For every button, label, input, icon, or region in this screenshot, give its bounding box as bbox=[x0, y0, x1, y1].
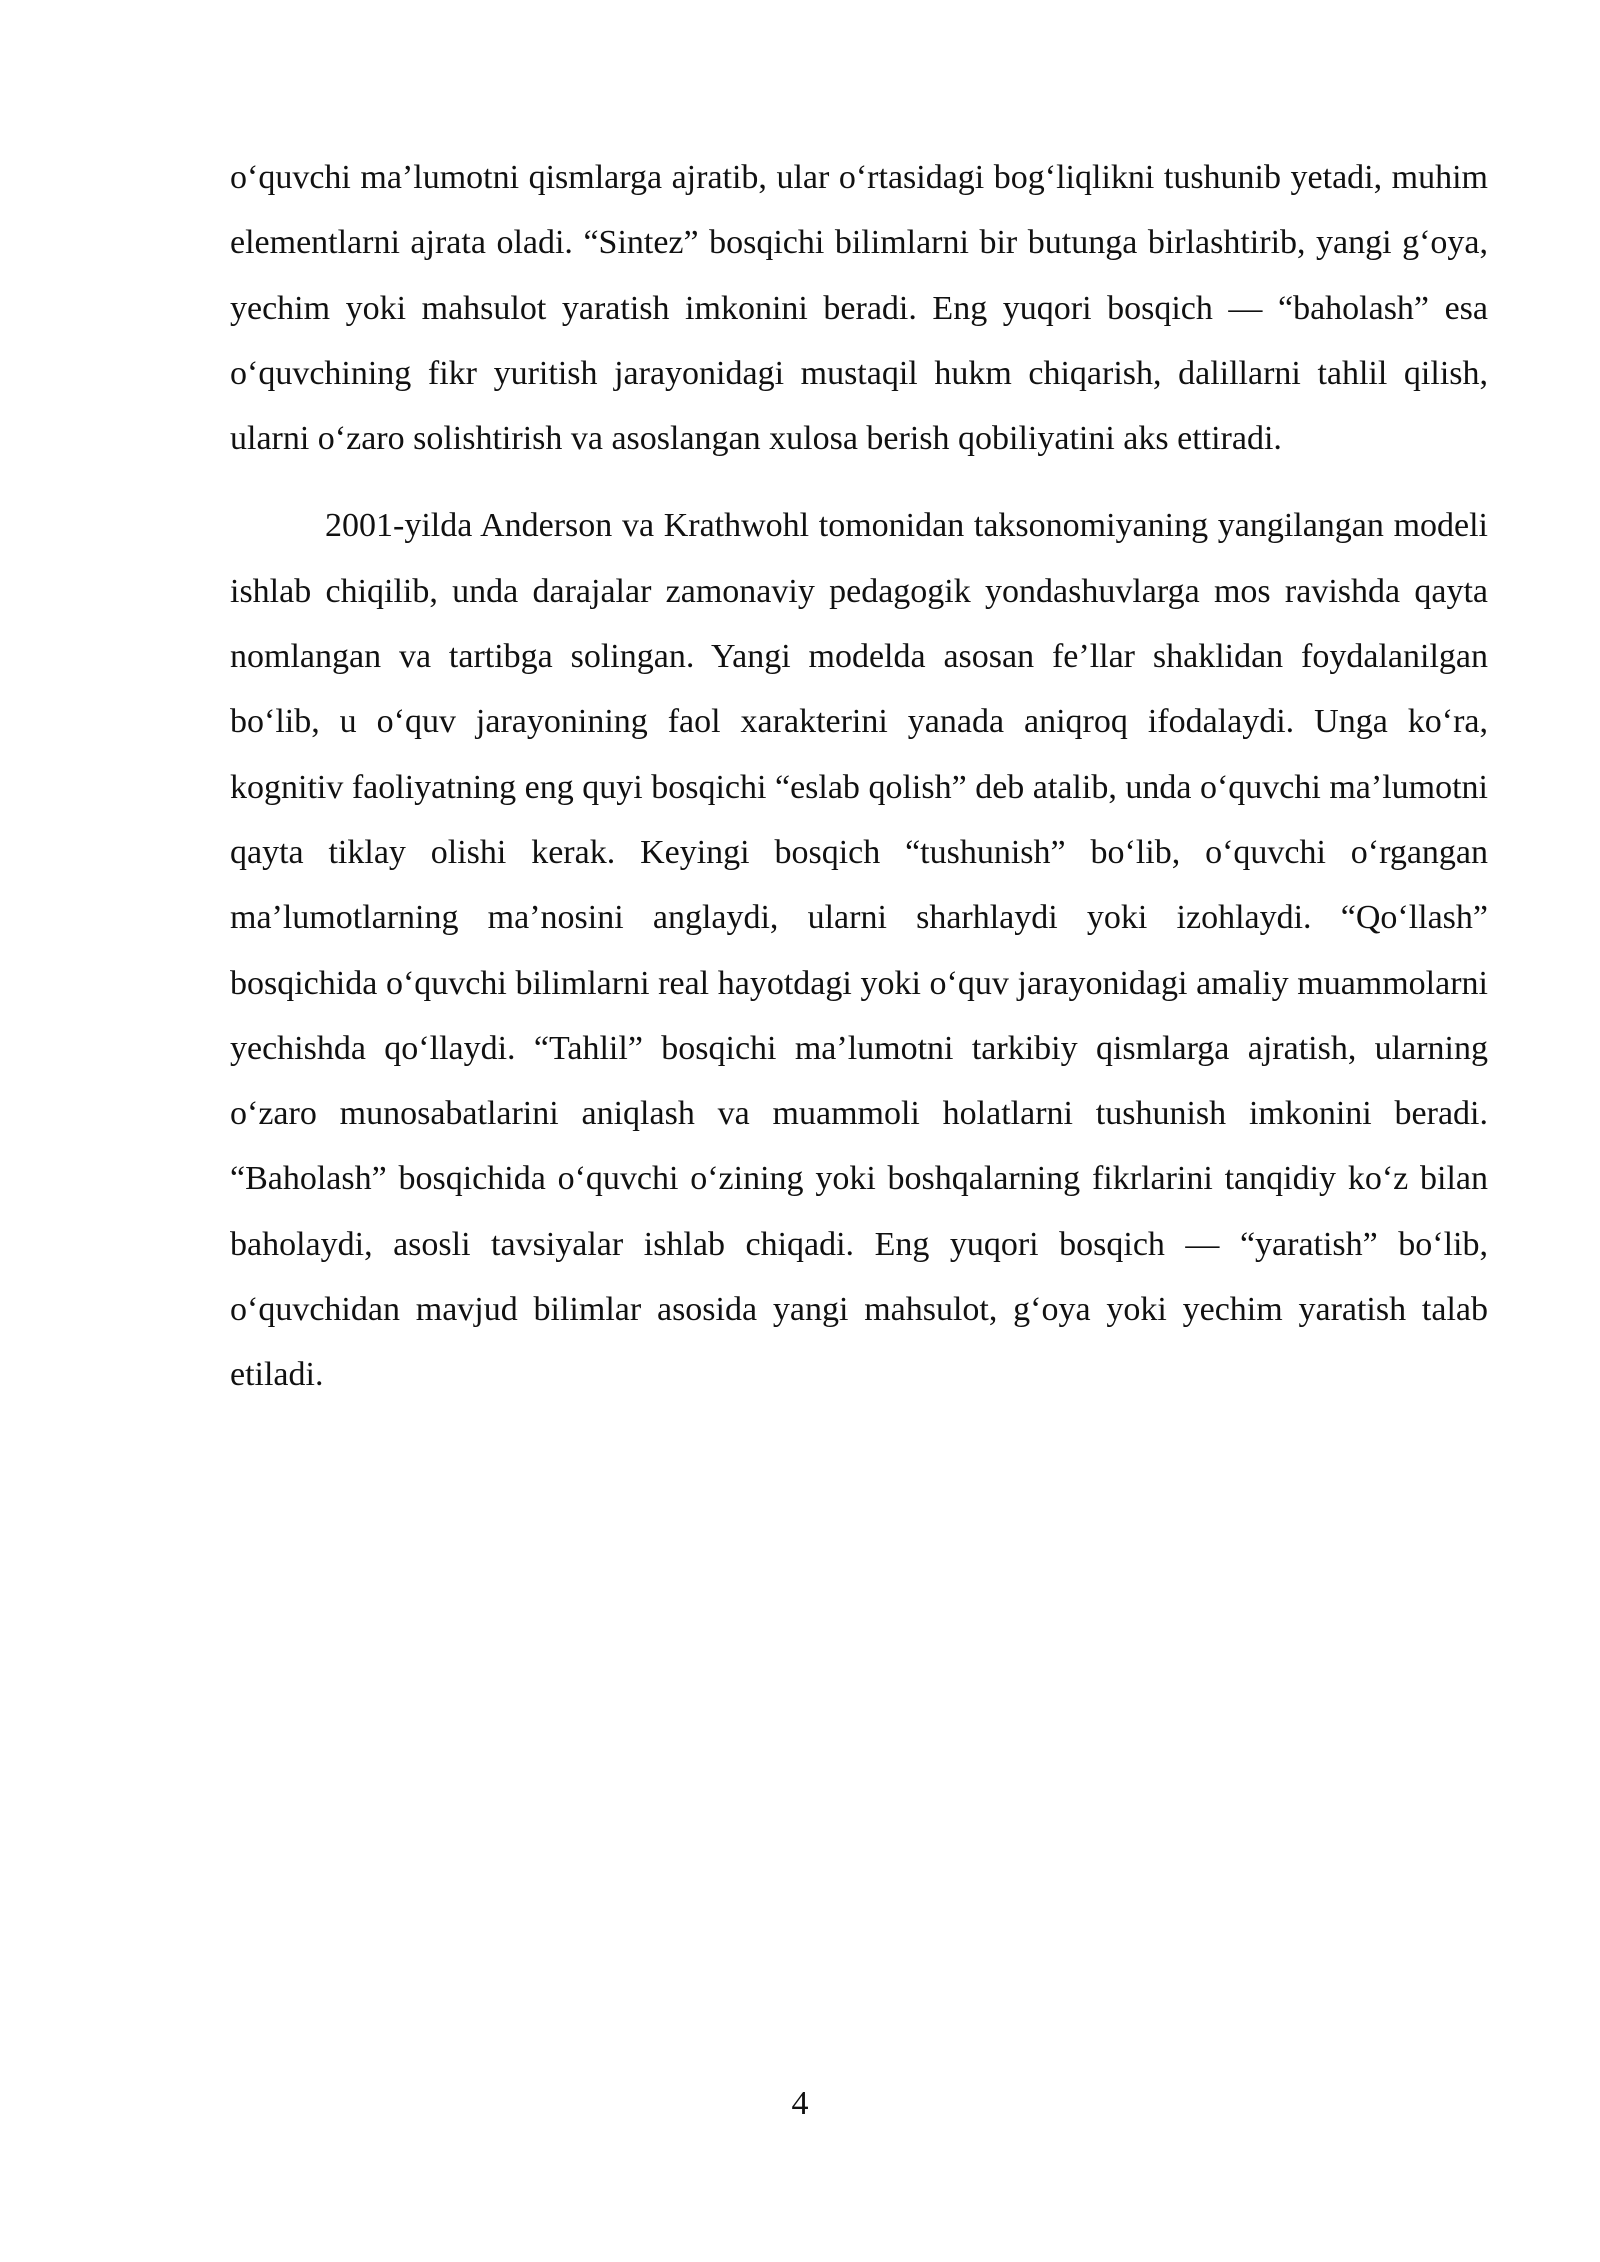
paragraph: 2001-yilda Anderson va Krathwohl tomonidan taksonomiyaning yangilangan modeli ishlab chiqilib, unda darajalar zamonaviy pedagogik yondashuvlarga mos ravishda qayta nomlangan va tartibga solingan. Yangi modelda asosan fe’llar shaklidan foydalanilgan bo‘lib, u o‘quv jarayonining faol xarakterini yanada aniqroq ifodalaydi. Unga ko‘ra, kognitiv faoliyatning eng quyi bosqichi “eslab qolish” deb atalib, unda o‘quvchi ma’lumotni qayta tiklay olishi kerak. Keyingi bosqich “tushunish” bo‘lib, o‘quvchi o‘rgangan ma’lumotlarning ma’nosini anglaydi, ularni sharhlaydi yoki izohlaydi. “Qo‘llash” bosqichida o‘quvchi bilimlarni real hayotdagi yoki o‘quv jarayonidagi amaliy muammolarni yechishda qo‘llaydi. “Tahlil” bosqichi ma’lumotni tarkibiy qismlarga ajratish, ularning o‘zaro munosabatlarini aniqlash va muammoli holatlarni tushunish imkonini beradi. “Baholash” bosqichida o‘quvchi o‘zining yoki boshqalarning fikrlarini tanqidiy ko‘z bilan baholaydi, asosli tavsiyalar ishlab chiqadi. Eng yuqori bosqich — “yaratish” bo‘lib, o‘quvchidan mavjud bilimlar asosida yangi mahsulot, g‘oya yoki yechim yaratish talab etiladi. bbox=[230, 507, 1488, 1394]
paragraph: o‘quvchi ma’lumotni qismlarga ajratib, ular o‘rtasidagi bog‘liqlikni tushunib yetadi, muhim elementlarni ajrata oladi. “Sintez” bosqichi bilimlarni bir butunga birlashtirib, yangi g‘oya, yechim yoki mahsulot yaratish imkonini beradi. Eng yuqori bosqich — “baholash” esa o‘quvchining fikr yuritish jarayonidagi mustaqil hukm chiqarish, dalillarni tahlil qilish, ularni o‘zaro solishtirish va asoslangan xulosa berish qobiliyatini aks ettiradi. bbox=[230, 159, 1488, 458]
body-text bbox=[230, 145, 1488, 1408]
page-number: 4 bbox=[791, 2085, 809, 2122]
